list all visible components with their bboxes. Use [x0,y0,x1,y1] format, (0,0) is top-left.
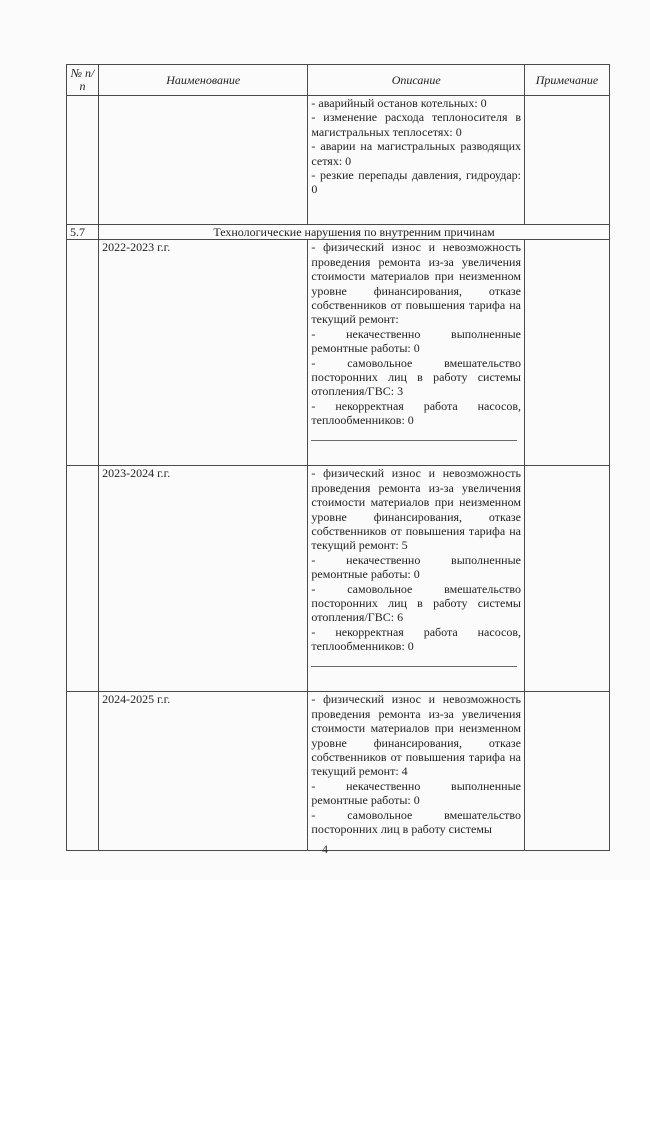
header-note: Примечание [525,65,610,96]
desc-line: - самовольное вмешательство посторонних лиц в работу системы [311,807,521,837]
desc-line: - некачественно выполненные ремонтные работы: 0 [311,552,521,582]
desc-line: - физический износ и невозможность проведения ремонта из-за увеличения стоимости материалов при неизменном уровне финансирования, отказе собственников от повышения тарифа на текущий ремонт: [311,240,521,327]
cell-no [67,692,99,851]
cell-note [525,692,610,851]
cell-no [67,240,99,466]
period-name: 2022-2023 г.г. [99,240,308,466]
cell-no [67,466,99,692]
page-number: 4 [322,842,328,856]
cell-description [308,96,525,225]
desc-line: - некачественно выполненные ремонтные работы: 0 [311,778,521,808]
cell-description [308,466,525,692]
section-number: 5.7 [67,225,99,240]
desc-line: - аварии на магистральных разводящих сетях: 0 [311,139,521,168]
header-description: Описание [308,65,525,96]
table-row-continued [67,96,610,225]
period-name: 2023-2024 г.г. [99,466,308,692]
cell-description [308,692,525,851]
desc-line: - резкие перепады давления, гидроудар: 0 [311,168,521,197]
desc-line: - изменение расхода теплоносителя в магистральных теплосетях: 0 [311,110,521,139]
cell-no [67,96,99,225]
desc-line: - физический износ и невозможность проведения ремонта из-за увеличения стоимости материалов при неизменном уровне финансирования, отказе собственников от повышения тарифа на текущий ремонт: 5 [311,466,521,553]
section-row [67,225,610,240]
desc-line: - физический износ и невозможность проведения ремонта из-за увеличения стоимости материалов при неизменном уровне финансирования, отказе собственников от повышения тарифа на текущий ремонт: 4 [311,692,521,779]
section-title: Технологические нарушения по внутренним причинам [99,225,610,240]
report-table [66,64,610,851]
desc-line: - самовольное вмешательство посторонних лиц в работу системы отопления/ГВС: 6 [311,581,521,625]
cell-note [525,466,610,692]
header-name: Наименование [99,65,308,96]
desc-line: - самовольное вмешательство посторонних лиц в работу системы отопления/ГВС: 3 [311,355,521,399]
header-no: № п/п [67,65,99,96]
desc-line: - некорректная работа насосов, теплообменников: 0 [311,398,521,428]
separator-line [311,440,516,441]
desc-line: - некорректная работа насосов, теплообменников: 0 [311,624,521,654]
desc-line: - аварийный останов котельных: 0 [311,96,487,110]
cell-note [525,240,610,466]
table-header-row [67,65,610,96]
table-row [67,240,610,466]
table-row [67,692,610,851]
cell-note [525,96,610,225]
separator-line [311,666,516,667]
cell-name [99,96,308,225]
cell-description [308,240,525,466]
table-row [67,466,610,692]
desc-line: - некачественно выполненные ремонтные работы: 0 [311,326,521,356]
period-name: 2024-2025 г.г. [99,692,308,851]
